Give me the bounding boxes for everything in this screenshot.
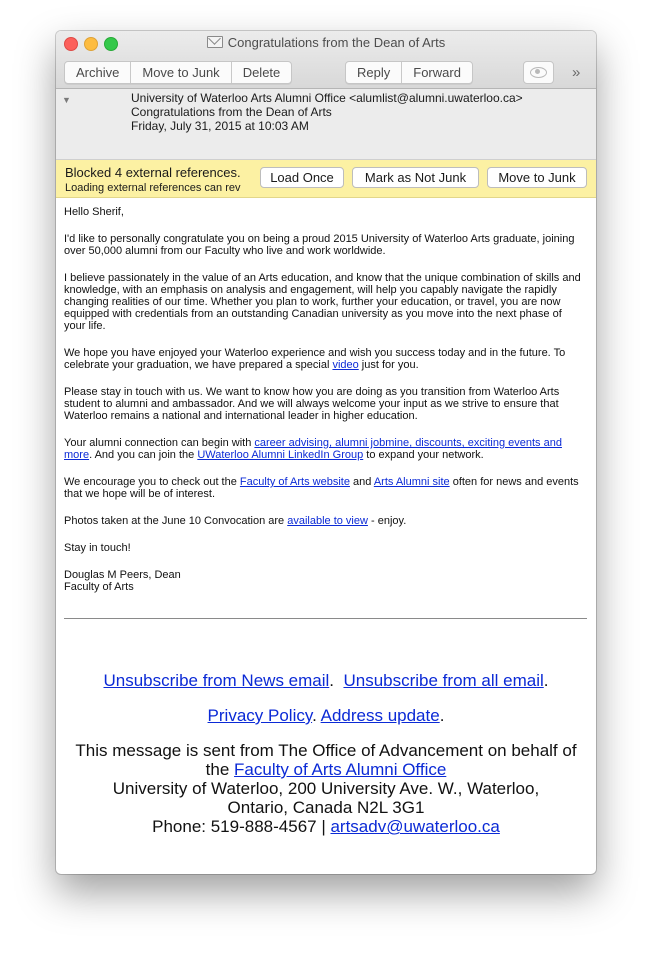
p5-text-a: Your alumni connection can begin with	[64, 437, 255, 449]
unsubscribe-all-link[interactable]: Unsubscribe from all email	[343, 671, 544, 690]
title-bar	[56, 31, 596, 89]
load-once-button[interactable]: Load Once	[260, 167, 344, 188]
junk-warning-bar	[56, 160, 596, 198]
p5-text-c: to expand your network.	[363, 449, 484, 461]
career-advising-link[interactable]: career advising, alumni jobmine, discounts, exciting events and more	[64, 437, 562, 461]
signature-title: Faculty of Arts	[64, 581, 134, 593]
linkedin-group-link[interactable]: UWaterloo Alumni LinkedIn Group	[197, 449, 364, 461]
unsubscribe-news-link[interactable]: Unsubscribe from News email	[103, 671, 330, 690]
artsadv-email-link[interactable]: artsadv@uwaterloo.ca	[330, 817, 500, 836]
show-remote-content-button[interactable]	[523, 61, 554, 84]
delete-button[interactable]: Delete	[242, 65, 281, 80]
body-paragraph-8: Stay in touch!	[64, 542, 131, 554]
body-paragraph-1: I'd like to personally congratulate you on being a proud 2015 University of Waterloo Arts graduate, joining over 50,000 alumni from our Faculty who live and work worldwide.	[64, 233, 575, 257]
footer-divider	[64, 618, 587, 619]
body-paragraph-3	[64, 347, 586, 371]
address-update-link[interactable]: Address update	[320, 706, 440, 725]
window-title-text: Congratulations from the Dean of Arts	[227, 35, 446, 50]
message-headers	[56, 89, 596, 160]
email-footer	[56, 671, 596, 836]
unsub-separator: .	[329, 671, 344, 690]
from-value[interactable]: University of Waterloo Arts Alumni Office <alumlist@alumni.uwaterloo.ca>	[131, 91, 523, 105]
reply-actions-group	[345, 61, 473, 84]
sent-from-prefix: This message is sent from The Office of Advancement on behalf of the	[75, 741, 577, 779]
policy-end-dot: .	[439, 706, 445, 725]
blocked-references-text: Blocked 4 external references.	[65, 165, 241, 180]
unsubscribe-line	[56, 671, 596, 690]
move-to-junk-button[interactable]: Move to Junk	[131, 62, 231, 83]
contact-line	[56, 817, 596, 836]
reply-button[interactable]: Reply	[346, 62, 402, 83]
p3-text-b: just for you.	[358, 359, 419, 371]
subject-value: Congratulations from the Dean of Arts	[131, 105, 332, 119]
policy-separator: .	[312, 706, 321, 725]
disclosure-triangle-icon[interactable]: ▼	[62, 95, 71, 105]
p6-text-a: We encourage you to check out the	[64, 476, 240, 488]
alumni-office-link[interactable]: Faculty of Arts Alumni Office	[234, 760, 447, 779]
envelope-icon	[207, 36, 223, 48]
phone-text: Phone: 519-888-4567 |	[152, 817, 331, 836]
eye-icon	[530, 67, 547, 78]
p7-text-a: Photos taken at the June 10 Convocation are	[64, 515, 288, 527]
sent-from-text	[56, 741, 596, 779]
body-paragraph-4: Please stay in touch with us. We want to know how you are doing as you transition from Waterloo Arts student to alumni and ambassador. And we will always welcome your input as we strive to ensure that Waterloo remains a national and international leader in higher education.	[64, 386, 560, 422]
body-paragraph-2: I believe passionately in the value of an Arts education, and know that the unique combination of skills and knowledge, with an emphasis on analysis and engagement, will help you capably navigate the rapidly changing realities of our time. Whether you plan to work, further your education, or travel, you are now equipped with credentials from an outstanding Canadian university as you move into the next phase of your life.	[64, 272, 581, 332]
mailbox-actions-group	[64, 61, 292, 84]
window-title	[56, 35, 596, 50]
body-paragraph-7	[64, 515, 586, 527]
body-paragraph-5	[64, 437, 586, 461]
mail-window	[56, 31, 596, 874]
archive-button[interactable]: Archive	[65, 62, 131, 83]
mark-not-junk-button[interactable]: Mark as Not Junk	[352, 167, 479, 188]
p5-text-b: . And you can join the	[89, 449, 198, 461]
p6-text-b: and	[349, 476, 374, 488]
date-value: Friday, July 31, 2015 at 10:03 AM	[131, 119, 309, 133]
arts-alumni-site-link[interactable]: Arts Alumni site	[373, 476, 450, 488]
policy-line	[56, 706, 596, 725]
blocked-references-detail: Loading external references can rev	[65, 182, 241, 194]
forward-button[interactable]: Forward	[413, 65, 461, 80]
message-body	[64, 206, 586, 593]
toolbar-overflow-button[interactable]: »	[572, 64, 579, 81]
p7-text-b: - enjoy.	[367, 515, 407, 527]
video-link[interactable]: video	[332, 359, 359, 371]
signature-name: Douglas M Peers, Dean	[64, 569, 181, 581]
faculty-of-arts-website-link[interactable]: Faculty of Arts website	[239, 476, 350, 488]
unsub-end-dot: .	[543, 671, 549, 690]
p6-text-c: often for news and events that we hope will be of interest.	[64, 476, 579, 500]
convocation-photos-link[interactable]: available to view	[287, 515, 368, 527]
p3-text-a: We hope you have enjoyed your Waterloo experience and wish you success today and in the future. To celebrate your graduation, we have prepared a special	[64, 347, 566, 371]
mailing-address: University of Waterloo, 200 University Ave. W., Waterloo, Ontario, Canada N2L 3G1	[112, 779, 540, 817]
body-paragraph-6	[64, 476, 586, 500]
greeting: Hello Sherif,	[64, 206, 124, 218]
privacy-policy-link[interactable]: Privacy Policy	[207, 706, 313, 725]
junk-bar-move-to-junk-button[interactable]: Move to Junk	[487, 167, 587, 188]
